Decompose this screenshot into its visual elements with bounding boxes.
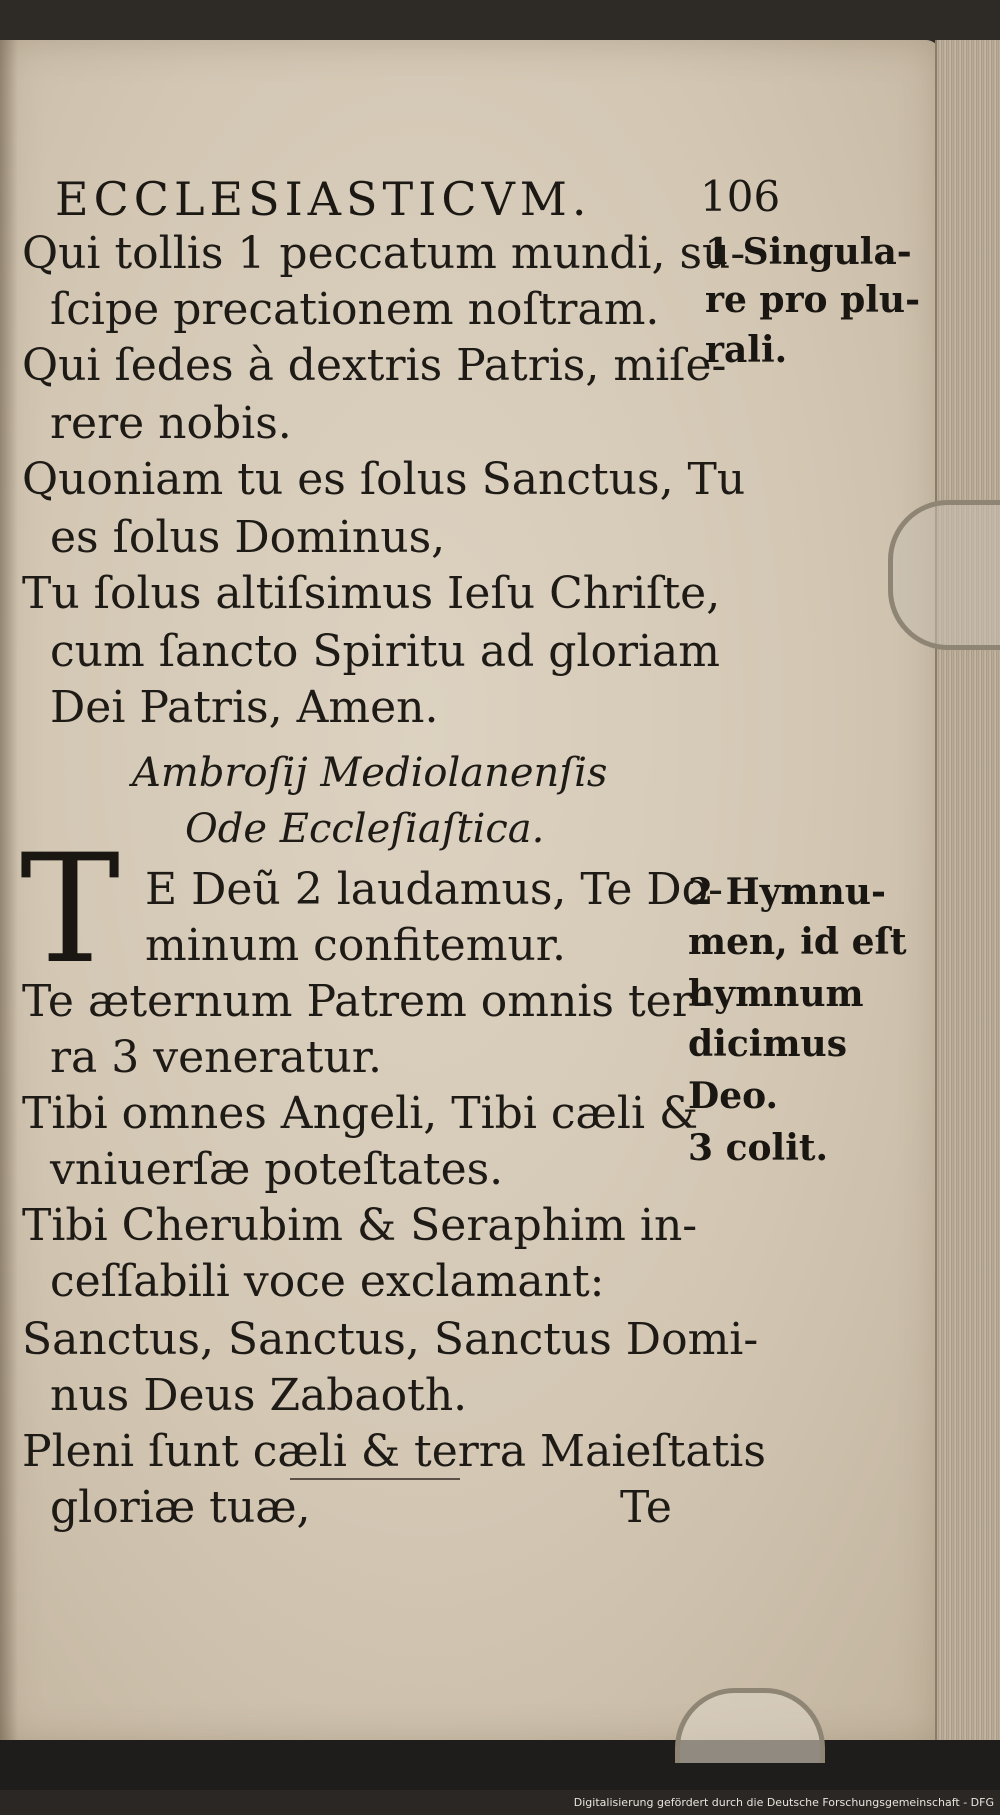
page-edges <box>935 40 1000 1745</box>
hymn-line: Te æternum Patrem omnis ter- <box>22 976 708 1027</box>
page-number: 106 <box>700 172 781 221</box>
hymn-line: ra 3 veneratur. <box>50 1032 382 1083</box>
text-line: cum ſancto Spiritu ad gloriam <box>50 626 721 677</box>
marginal-note-line: 1 Singula- <box>705 231 912 273</box>
text-rule <box>290 1478 460 1480</box>
text-line: Qui ſedes à dextris Patris, miſe- <box>22 340 727 391</box>
hymn-line: minum confitemur. <box>145 920 566 971</box>
digitization-credit: Digitalisierung gefördert durch die Deutsche Forschungsgemeinschaft - DFG <box>573 1796 994 1809</box>
scan-background-bottom <box>0 1740 1000 1790</box>
hymn-line: gloriæ tuæ, <box>50 1482 311 1533</box>
running-head: ECCLESIASTICVM. <box>55 172 592 226</box>
marginal-note-line: Deo. <box>688 1075 779 1117</box>
text-line: rere nobis. <box>50 398 292 449</box>
text-line: Tu ſolus altiſsimus Ieſu Chriſte, <box>22 568 721 619</box>
hymn-line: Sanctus, Sanctus, Sanctus Domi- <box>22 1314 759 1365</box>
text-line: Quoniam tu es ſolus Sanctus, Tu <box>22 454 746 505</box>
marginal-note-line: dicimus <box>688 1023 847 1065</box>
text-line: Qui tollis 1 peccatum mundi, su- <box>22 228 746 279</box>
text-line: Dei Patris, Amen. <box>50 682 439 733</box>
hymn-line: Tibi Cherubim & Seraphim in- <box>22 1200 698 1251</box>
hymn-line: ceſſabili voce exclamant: <box>50 1256 605 1307</box>
subheading-line: Ode Eccleſiaſtica. <box>185 806 545 852</box>
hymn-line: E Deũ 2 laudamus, Te Do- <box>145 864 723 915</box>
hymn-line: vniuerſæ poteſtates. <box>50 1144 504 1195</box>
text-line: ſcipe precationem noſtram. <box>50 284 660 335</box>
catchword: Te <box>620 1482 672 1533</box>
marginal-note-line: 2 Hymnu- <box>688 871 886 913</box>
clasp-icon <box>888 500 1000 650</box>
gutter-shadow <box>0 40 18 1745</box>
marginal-note-line: re pro plu- <box>705 279 921 321</box>
marginal-note-line: rali. <box>705 329 788 371</box>
marginal-note-line: men, id eſt <box>688 921 907 963</box>
text-line: es ſolus Dominus, <box>50 512 446 563</box>
marginal-note-line: hymnum <box>688 973 864 1015</box>
drop-cap: T <box>20 823 121 997</box>
subheading-line: Ambroſij Mediolanenſis <box>132 750 608 796</box>
hymn-line: Tibi omnes Angeli, Tibi cæli & <box>22 1088 699 1139</box>
hymn-line: Pleni ſunt cæli & terra Maieſtatis <box>22 1426 766 1477</box>
marginal-note-line: 3 colit. <box>688 1127 829 1169</box>
hymn-line: nus Deus Zabaoth. <box>50 1370 468 1421</box>
